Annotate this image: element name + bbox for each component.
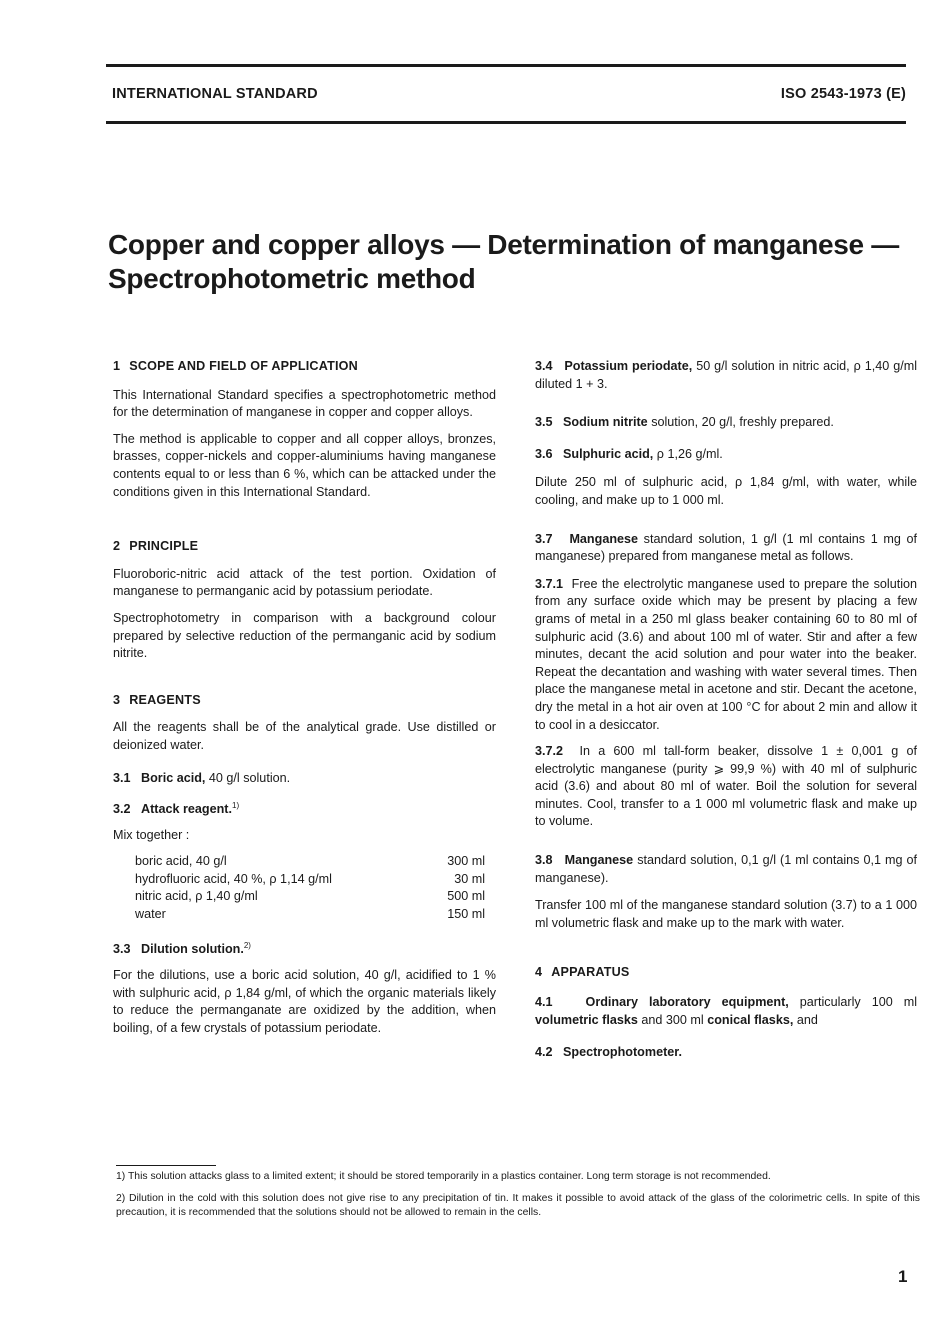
reagent-3-5: 3.5 Sodium nitrite solution, 20 g/l, freshly prepared.	[535, 415, 834, 430]
reagent-3-4: 3.4 Potassium periodate, 50 g/l solution in nitric acid, ρ 1,40 g/ml diluted 1 + 3.	[535, 359, 918, 391]
table-row: hydrofluoric acid, 40 %, ρ 1,14 g/ml 30 ml	[135, 871, 485, 886]
page-number: 1	[898, 1267, 908, 1286]
reagent-3-3-text: For the dilutions, use a boric acid solution, 40 g/l, acidified to 1 % with sulphuric acid, ρ 1,84 g/ml, of which the organic materials likely to reduce the permanganate are oxidized by the addition, when boiling, of a few crystals of potassium periodate.	[113, 968, 496, 1036]
apparatus-4-1: 4.1 Ordinary laboratory equipment, particularly 100 ml volumetric flasks and 300 ml conical flasks, and	[535, 995, 917, 1027]
reagent-3-8: 3.8 Manganese standard solution, 0,1 g/l (1 ml contains 0,1 mg of manganese).	[535, 853, 918, 885]
section-1-heading: 1 SCOPE AND FIELD OF APPLICATION	[113, 359, 358, 373]
footnote-2: 2) Dilution in the cold with this solution does not give rise to any precipitation of tin. It makes it possible to avoid attack of the glass of the colorimetric cells. In spite of this precaution, it is recommended that the solutions should not be allowed to remain in the cells.	[116, 1192, 920, 1218]
footnote-1: 1) This solution attacks glass to a limited extent; it should be stored temporarily in a plastics container. Long term storage is not recommended.	[116, 1171, 771, 1182]
section-2-heading: 2 PRINCIPLE	[113, 539, 199, 554]
section-2-para-2: Spectrophotometry in comparison with a background colour prepared by selective reduction of the permanganic acid by sodium nitrite.	[113, 610, 496, 661]
title-line-2: Spectrophotometric method	[108, 263, 476, 294]
table-row: water 150 ml	[135, 907, 485, 922]
section-3-heading: 3 REAGENTS	[113, 692, 201, 707]
attack-reagent-mix-table	[135, 853, 485, 923]
right-column	[535, 358, 917, 1062]
section-1-para-2: The method is applicable to copper and all copper alloys, bronzes, brasses, copper-nickels and copper-aluminiums having manganese contents equal to or less than 6 %, which can be attacked under the conditions given in this International Standard.	[113, 431, 496, 499]
header-left: INTERNATIONAL STANDARD	[112, 86, 318, 102]
reagent-3-1: 3.1 Boric acid, 40 g/l solution.	[113, 770, 291, 785]
reagent-3-7-2: 3.7.2 In a 600 ml tall-form beaker, dissolve 1 ± 0,001 g of electrolytic manganese (purity ⩾ 99,9 %) with 40 ml of sulphuric acid (3.6) and about 80 ml of water. Boil the solution for several minutes. Cool, transfer to a 1 000 ml volumetric flask and make up to volume.	[535, 744, 917, 829]
reagent-3-8-text: Transfer 100 ml of the manganese standard solution (3.7) to a 1 000 ml volumetric flask and make up to the mark with water.	[535, 898, 917, 930]
footnotes	[116, 1170, 920, 1221]
header-bottom-rule	[106, 121, 906, 124]
reagent-3-7-1: 3.7.1 Free the electrolytic manganese used to prepare the solution from any surface oxide which may be present by placing a few grams of metal in a 250 ml glass beaker containing 60 to 80 ml of sulphuric acid (3.6) and about 100 ml of water. Stir and after a few minutes, decant the acid solution and pour water into the beaker. Repeat the decantation and washing with water several times. Then place the manganese metal in acetone and stir. Decant the acetone, dry the metal in a hot air oven at 100 °C for about 2 min and allow it to cool in a desiccator.	[535, 576, 918, 732]
section-1-para-1: This International Standard specifies a spectrophotometric method for the determination of manganese in copper and copper alloys.	[113, 387, 496, 420]
section-2-para-1: Fluoroboric-nitric acid attack of the test portion. Oxidation of manganese to permanganic acid by potassium periodate.	[113, 566, 496, 599]
reagent-3-2: 3.2 Attack reagent.$^{1)}$	[113, 800, 240, 817]
left-column	[113, 358, 496, 1038]
section-4-heading: 4 APPARATUS	[535, 965, 630, 980]
footnote-separator	[116, 1165, 216, 1166]
page-title	[108, 228, 908, 296]
mix-intro: Mix together :	[113, 827, 190, 842]
header-right: ISO 2543-1973 (E)	[780, 86, 906, 102]
table-row: nitric acid, ρ 1,40 g/ml 500 ml	[135, 889, 485, 904]
reagent-3-6: 3.6 Sulphuric acid, ρ 1,26 g/ml.	[535, 446, 723, 461]
reagent-3-3: 3.3 Dilution solution.$^{2)}$	[113, 940, 251, 956]
reagent-3-6-text: Dilute 250 ml of sulphuric acid, ρ 1,84 g/ml, with water, while cooling, and make up to 1 000 ml.	[535, 475, 917, 507]
header-top-rule	[106, 64, 906, 67]
apparatus-4-2: 4.2 Spectrophotometer.	[535, 1045, 682, 1060]
table-row: boric acid, 40 g/l 300 ml	[135, 854, 485, 869]
reagent-3-7: 3.7 Manganese standard solution, 1 g/l (1 ml contains 1 mg of manganese) prepared from manganese metal as follows.	[535, 531, 918, 564]
section-3-intro: All the reagents shall be of the analytical grade. Use distilled or deionized water.	[113, 720, 496, 752]
title-line-1: Copper and copper alloys — Determination of manganese —	[108, 229, 899, 260]
